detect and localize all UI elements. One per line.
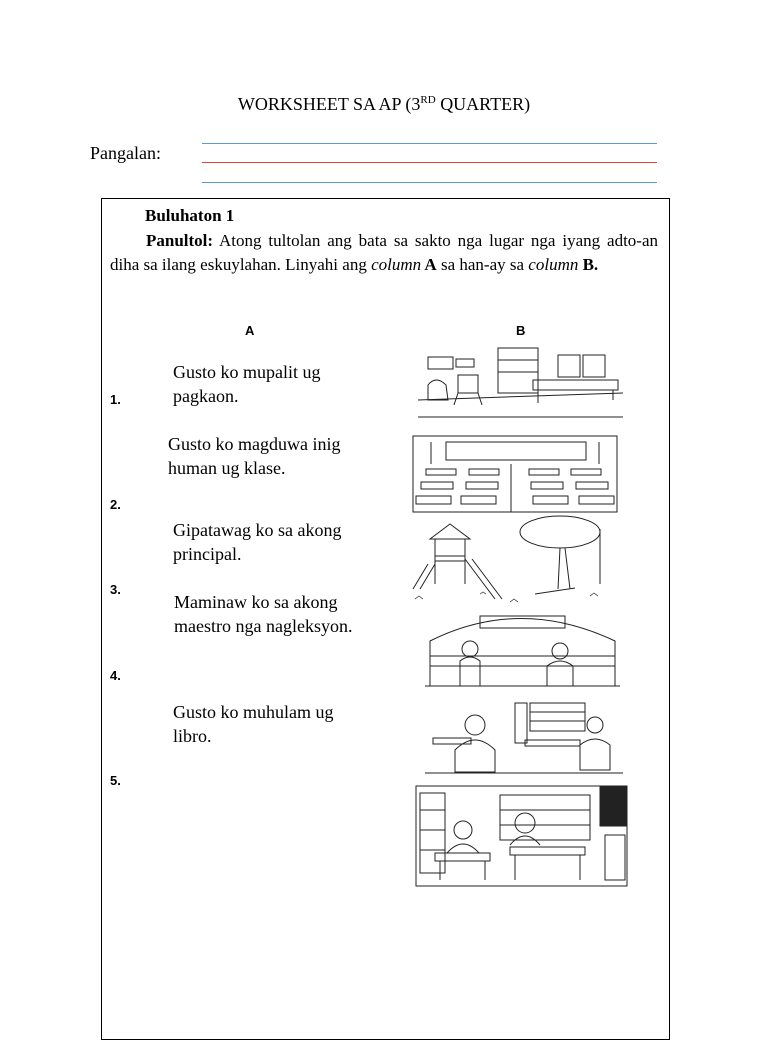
clinic-room-picture	[418, 345, 623, 420]
item-number-5: 5.	[110, 773, 121, 788]
name-line-bottom	[202, 182, 657, 183]
column-a-header: A	[245, 323, 255, 338]
name-line-top	[202, 143, 657, 144]
canteen-picture	[425, 611, 620, 688]
instruction-paragraph: Panultol: Atong tultolan ang bata sa sakto nga lugar nga iyang adto-an diha sa ilang eskuylahan. Linyahi ang column A sa han-ay sa column B.	[110, 231, 658, 274]
activity-title: Buluhaton 1	[145, 206, 235, 225]
library-picture	[415, 785, 628, 887]
item-text-4: Maminaw ko sa akong maestro nga nagleksyon.	[174, 592, 353, 636]
principal-office-picture	[425, 700, 623, 775]
name-line-middle	[202, 162, 657, 163]
playground-picture	[410, 514, 625, 606]
worksheet-title: WORKSHEET SA AP (3RD QUARTER)	[237, 94, 531, 114]
item-text-2: Gusto ko magduwa inig human ug klase.	[168, 434, 341, 478]
column-b-header: B	[516, 323, 526, 338]
item-number-2: 2.	[110, 497, 121, 512]
item-number-4: 4.	[110, 668, 121, 683]
item-number-1: 1.	[110, 392, 121, 407]
classroom-picture	[411, 434, 619, 514]
name-label: Pangalan:	[90, 143, 161, 163]
item-number-3: 3.	[110, 582, 121, 597]
item-text-5: Gusto ko muhulam ug libro.	[173, 702, 334, 746]
item-text-3: Gipatawag ko sa akong principal.	[173, 520, 342, 564]
item-text-1: Gusto ko mupalit ug pagkaon.	[173, 362, 321, 406]
